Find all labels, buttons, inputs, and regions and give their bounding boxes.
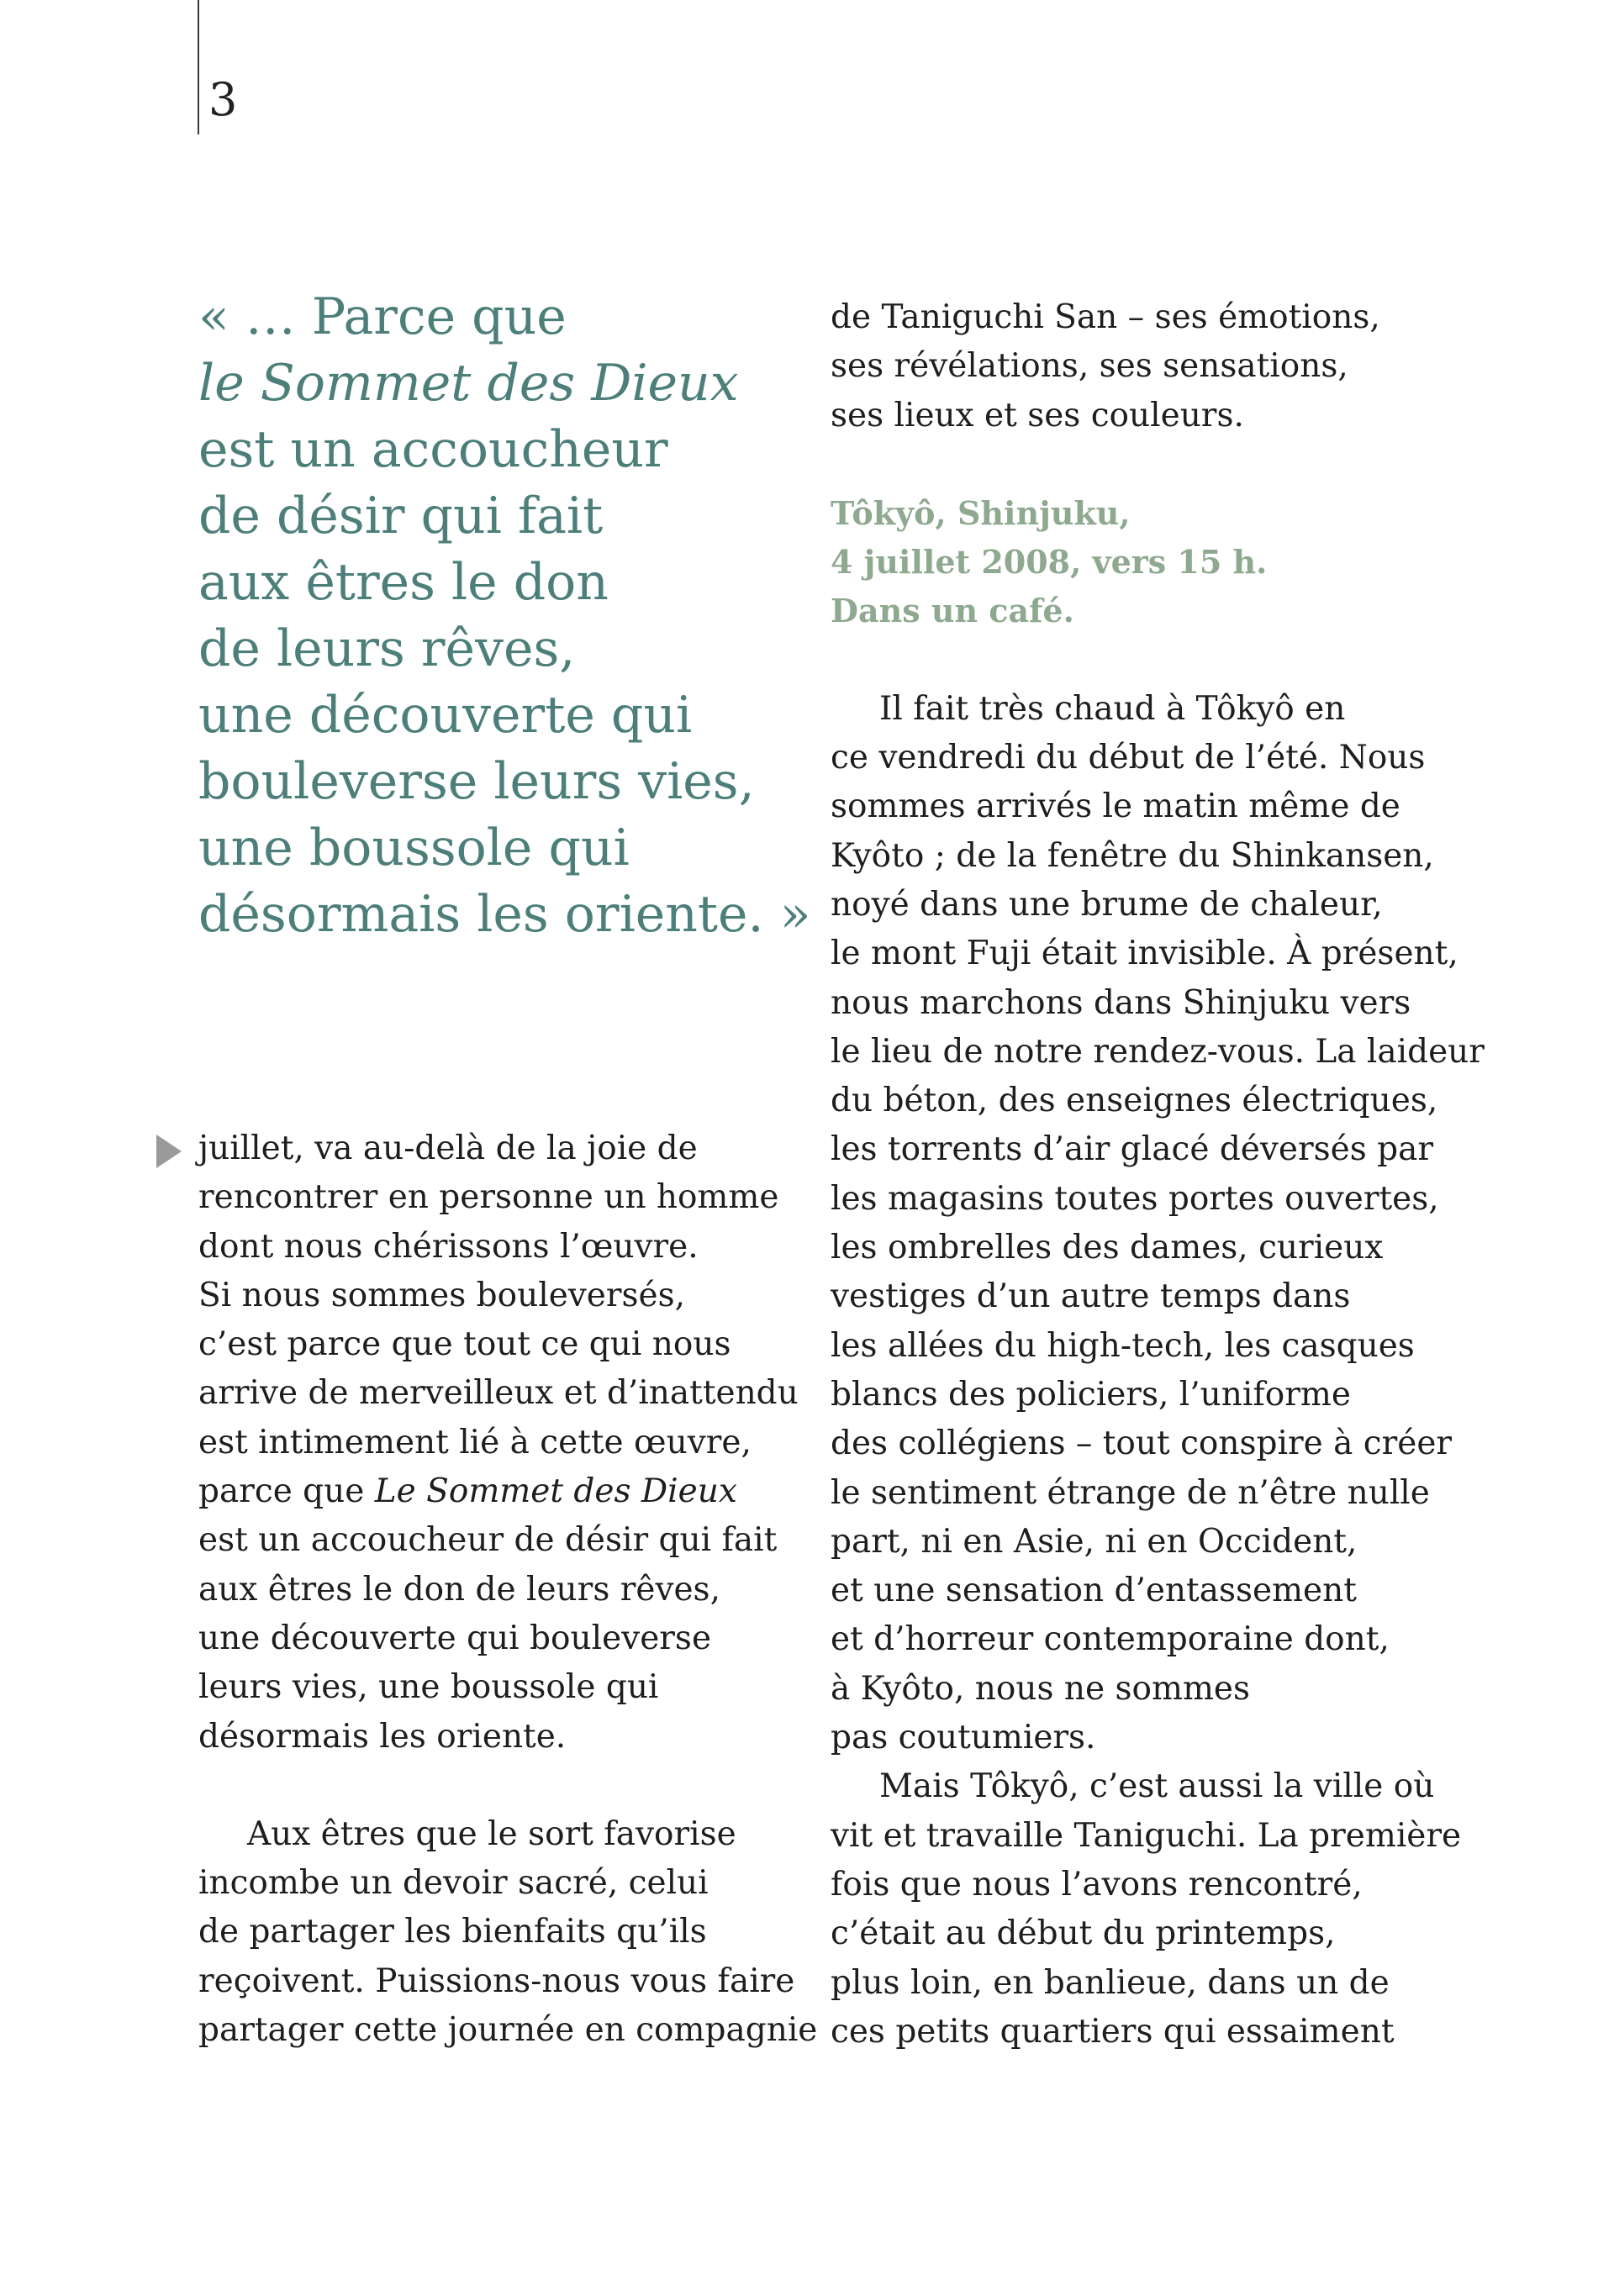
text-line: nous marchons dans Shinjuku vers (831, 983, 1411, 1022)
text-line: aux êtres le don de leurs rêves, (198, 1570, 720, 1609)
text-line: arrive de merveilleux et d’inattendu (198, 1374, 799, 1413)
text-line: le mont Fuji était invisible. À présent, (831, 935, 1458, 973)
text-line: plus loin, en banlieue, dans un de (831, 1963, 1390, 2002)
text-line: est intimement lié à cette œuvre, (198, 1423, 752, 1461)
triangle-right-icon (156, 1135, 182, 1168)
text-line: ce vendredi du début de l’été. Nous (831, 739, 1426, 777)
text-line: pas coutumiers. (831, 1719, 1096, 1757)
dateline: Tôkyô, Shinjuku, (831, 493, 1131, 532)
text-line: les ombrelles des dames, curieux (831, 1229, 1384, 1267)
text-line: est un accoucheur de désir qui fait (198, 1521, 778, 1560)
text-line: vit et travaille Taniguchi. La première (831, 1816, 1462, 1855)
text-line: Aux êtres que le sort favorise (247, 1814, 736, 1853)
page-rule (198, 0, 199, 134)
dateline: Dans un café. (831, 592, 1074, 630)
text-line: les torrents d’air glacé déversés par (831, 1130, 1433, 1169)
text-line: le sentiment étrange de n’être nulle (831, 1473, 1430, 1512)
dateline: 4 juillet 2008, vers 15 h. (831, 543, 1268, 582)
paragraph-gap (831, 636, 1485, 685)
text-line: partager cette journée en compagnie (198, 2011, 818, 2050)
quote-line: de désir qui fait (198, 487, 604, 545)
text-line: de Taniguchi San – ses émotions, (831, 298, 1380, 336)
quote-line: « … Parce que (198, 287, 567, 346)
text-line: ces petits quartiers qui essaiment (831, 2012, 1395, 2051)
text-line: des collégiens – tout conspire à créer (831, 1424, 1453, 1463)
text-line: du béton, des enseignes électriques, (831, 1082, 1438, 1120)
text-line: Mais Tôkyô, c’est aussi la ville où (879, 1767, 1435, 1806)
text-line: et une sensation d’entassement (831, 1572, 1357, 1610)
text-line: rencontrer en personne un homme (198, 1178, 779, 1217)
text-line: Kyôto ; de la fenêtre du Shinkansen, (831, 836, 1434, 875)
quote-line-title: le Sommet des Dieux (198, 354, 739, 413)
page-number: 3 (208, 73, 238, 126)
text-line: fois que nous l’avons rencontré, (831, 1865, 1363, 1904)
text-line (198, 1467, 817, 1516)
text-line: ses révélations, ses sensations, (831, 347, 1348, 386)
paragraph-gap (831, 440, 1485, 489)
text-line: et d’horreur contemporaine dont, (831, 1620, 1390, 1659)
text-line: c’est parce que tout ce qui nous (198, 1325, 731, 1364)
text-line: reçoivent. Puissions-nous vous faire (198, 1962, 795, 2000)
quote-line: aux êtres le don (198, 553, 609, 612)
text-line: à Kyôto, nous ne sommes (831, 1669, 1251, 1708)
text-line: leurs vies, une boussole qui (198, 1668, 659, 1707)
text-line: blancs des policiers, l’uniforme (831, 1375, 1351, 1414)
right-column (831, 293, 1485, 2056)
left-column (198, 1124, 817, 2055)
text-line: une découverte qui bouleverse (198, 1619, 712, 1657)
text-line: les allées du high-tech, les casques (831, 1326, 1415, 1365)
pull-quote (198, 284, 811, 948)
quote-line: de leurs rêves, (198, 619, 576, 678)
text-line: les magasins toutes portes ouvertes, (831, 1179, 1439, 1218)
text-line: juillet, va au-delà de la joie de (198, 1130, 698, 1167)
text-line: part, ni en Asie, ni en Occident, (831, 1522, 1358, 1561)
quote-line: est un accoucheur (198, 420, 668, 479)
text-line: ses lieux et ses couleurs. (831, 396, 1244, 434)
text-line: de partager les bienfaits qu’ils (198, 1913, 707, 1951)
quote-line: une découverte qui (198, 686, 693, 745)
book-title: Le Sommet des Dieux (374, 1472, 737, 1511)
text-line: Si nous sommes bouleversés, (198, 1276, 686, 1314)
text-line: c’était au début du printemps, (831, 1914, 1336, 1953)
text-line: désormais les oriente. (198, 1717, 567, 1756)
text-line: le lieu de notre rendez-vous. La laideur (831, 1032, 1485, 1071)
text-fragment: parce que (198, 1472, 375, 1511)
text-line: dont nous chérissons l’œuvre. (198, 1227, 699, 1266)
text-line: noyé dans une brume de chaleur, (831, 885, 1383, 924)
quote-line: bouleverse leurs vies, (198, 752, 755, 811)
text-line: vestiges d’un autre temps dans (831, 1277, 1351, 1316)
text-line: Il fait très chaud à Tôkyô en (879, 689, 1346, 728)
quote-line: une boussole qui (198, 819, 630, 877)
text-line: sommes arrivés le matin même de (831, 787, 1400, 826)
quote-line: désormais les oriente. » (198, 885, 811, 944)
paragraph-gap (198, 1761, 817, 1810)
text-line: incombe un devoir sacré, celui (198, 1864, 709, 1903)
